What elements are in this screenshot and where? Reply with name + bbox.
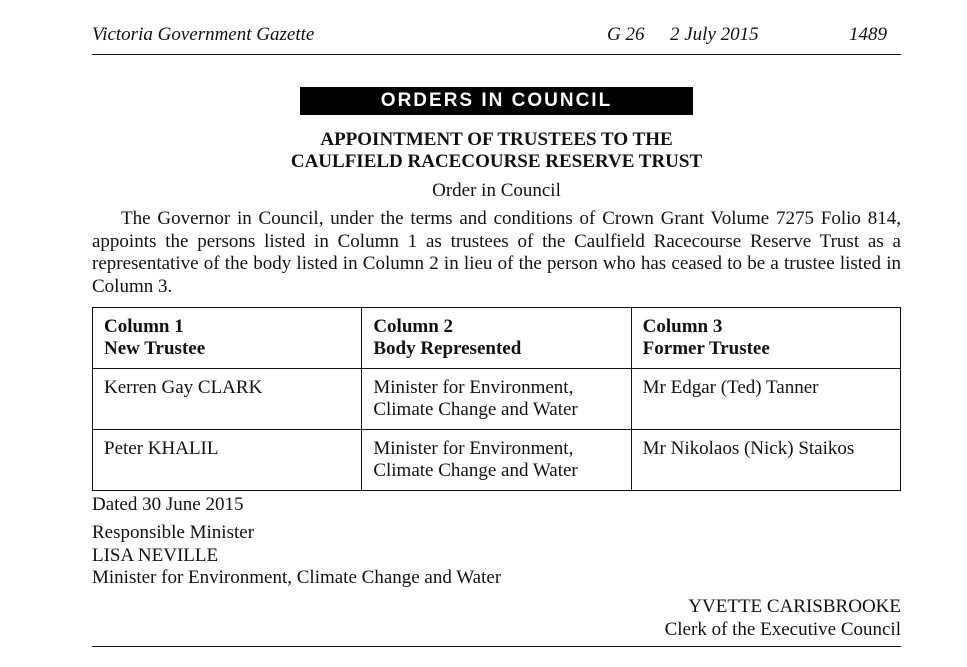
header-rule: [92, 54, 901, 55]
column-header-caption: Body Represented: [373, 338, 522, 359]
table-header-row: [93, 308, 901, 369]
column-header-label: Column 2: [373, 316, 454, 337]
minister-title: Minister for Environment, Climate Change and Water: [92, 567, 502, 588]
order-subtitle: Order in Council: [432, 180, 561, 201]
order-title-line1: APPOINTMENT OF TRUSTEES TO THE: [320, 129, 673, 150]
body-represented-line1: Minister for Environment,: [373, 438, 574, 459]
minister-name: LISA NEVILLE: [92, 544, 219, 566]
minister-signature-block: [92, 522, 501, 590]
former-trustee-cell: Mr Nikolaos (Nick) Staikos: [631, 430, 900, 491]
body-represented-cell: [362, 369, 631, 430]
clerk-name: YVETTE CARISBROOKE: [688, 596, 901, 617]
page-number: 1489: [849, 24, 887, 45]
column-header-caption: Former Trustee: [642, 338, 770, 359]
running-header: [92, 24, 901, 50]
dated-line: Dated 30 June 2015: [92, 494, 244, 515]
body-represented-line1: Minister for Environment,: [373, 377, 574, 398]
column-header-2: [362, 308, 631, 369]
column-header-label: Column 3: [642, 316, 723, 337]
new-trustee-cell: Peter KHALIL: [93, 430, 362, 491]
body-represented-line2: Climate Change and Water: [373, 460, 578, 481]
section-banner: ORDERS IN COUNCIL: [300, 87, 693, 115]
new-trustee-cell: Kerren Gay CLARK: [93, 369, 362, 430]
column-header-1: [93, 308, 362, 369]
order-title: [92, 129, 901, 173]
publication-title: Victoria Government Gazette: [92, 24, 315, 45]
former-trustee-cell: Mr Edgar (Ted) Tanner: [631, 369, 900, 430]
issue-number: G 26: [607, 24, 645, 45]
order-body-text: The Governor in Council, under the terms and conditions of Crown Grant Volume 7275 Folio 814, appoints the persons listed in Column 1 as trustees of the Caulfield Racecourse Reserve Trust as a representative of the body listed in Column 2 in lieu of the person who has ceased to be a trustee listed in Column 3.: [92, 208, 901, 297]
trustees-table: [92, 307, 901, 491]
order-title-line2: CAULFIELD RACECOURSE RESERVE TRUST: [290, 151, 703, 172]
clerk-title: Clerk of the Executive Council: [664, 619, 901, 640]
column-header-label: Column 1: [104, 316, 184, 337]
column-header-3: [631, 308, 900, 369]
clerk-signature-block: [665, 595, 901, 641]
column-header-caption: New Trustee: [104, 338, 206, 359]
body-represented-line2: Climate Change and Water: [373, 399, 578, 420]
footer-rule: [92, 646, 901, 647]
body-represented-cell: [362, 430, 631, 491]
table-row: [93, 430, 901, 491]
issue-date: 2 July 2015: [670, 24, 759, 45]
minister-role: Responsible Minister: [92, 522, 255, 543]
table-row: [93, 369, 901, 430]
